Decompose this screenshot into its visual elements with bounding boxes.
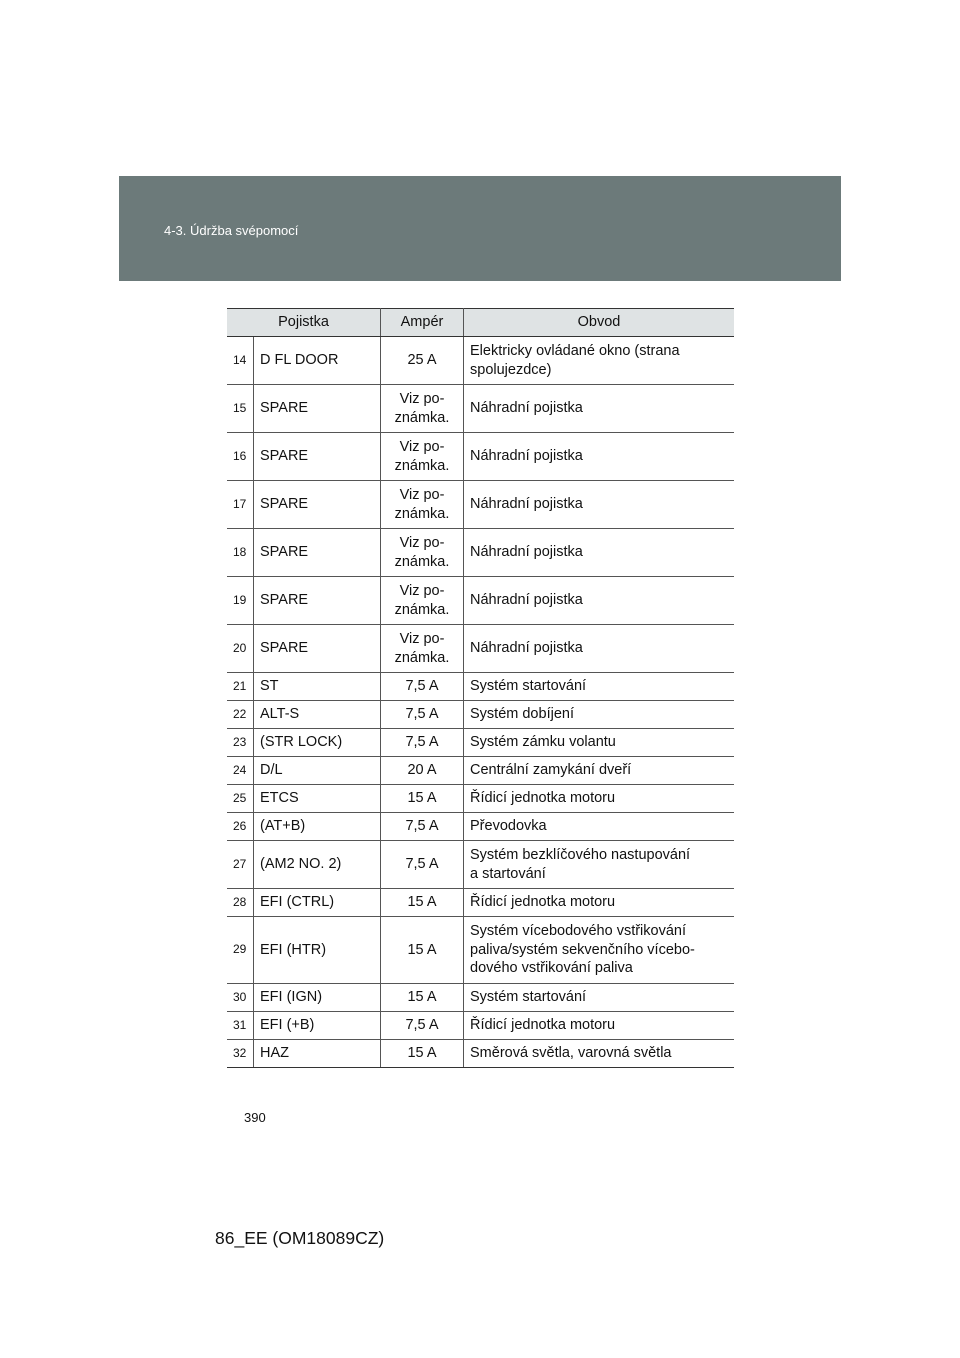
fuse-circuit: Směrová světla, varovná světla bbox=[464, 1040, 735, 1068]
fuse-circuit: Systém startování bbox=[464, 984, 735, 1012]
fuse-number: 14 bbox=[227, 337, 254, 385]
table-row bbox=[227, 337, 734, 385]
table-row bbox=[227, 841, 734, 889]
fuse-name: EFI (CTRL) bbox=[254, 889, 381, 917]
table-row bbox=[227, 673, 734, 701]
table-row bbox=[227, 785, 734, 813]
fuse-number: 31 bbox=[227, 1012, 254, 1040]
fuse-name: SPARE bbox=[254, 625, 381, 673]
fuse-ampere: 25 A bbox=[381, 337, 464, 385]
fuse-name: EFI (+B) bbox=[254, 1012, 381, 1040]
fuse-name: SPARE bbox=[254, 385, 381, 433]
fuse-ampere: 7,5 A bbox=[381, 841, 464, 889]
section-header-band bbox=[119, 176, 841, 281]
fuse-number: 19 bbox=[227, 577, 254, 625]
fuse-ampere: 15 A bbox=[381, 917, 464, 984]
fuse-ampere: 15 A bbox=[381, 889, 464, 917]
fuse-number: 26 bbox=[227, 813, 254, 841]
table-row bbox=[227, 1040, 734, 1068]
section-title: 4-3. Údržba svépomocí bbox=[164, 223, 299, 238]
fuse-circuit: Náhradní pojistka bbox=[464, 481, 735, 529]
fuse-ampere: Viz po- známka. bbox=[381, 577, 464, 625]
column-header-fuse: Pojistka bbox=[227, 309, 381, 337]
fuse-name: (AM2 NO. 2) bbox=[254, 841, 381, 889]
fuse-number: 23 bbox=[227, 729, 254, 757]
fuse-circuit: Náhradní pojistka bbox=[464, 529, 735, 577]
fuse-name: EFI (HTR) bbox=[254, 917, 381, 984]
fuse-ampere: Viz po- známka. bbox=[381, 433, 464, 481]
fuse-ampere: 7,5 A bbox=[381, 701, 464, 729]
fuse-number: 20 bbox=[227, 625, 254, 673]
fuse-number: 28 bbox=[227, 889, 254, 917]
fuse-ampere: 20 A bbox=[381, 757, 464, 785]
fuse-ampere: 7,5 A bbox=[381, 1012, 464, 1040]
fuse-circuit: Centrální zamykání dveří bbox=[464, 757, 735, 785]
column-header-ampere: Ampér bbox=[381, 309, 464, 337]
table-row bbox=[227, 729, 734, 757]
fuse-ampere: Viz po- známka. bbox=[381, 385, 464, 433]
fuse-number: 27 bbox=[227, 841, 254, 889]
fuse-circuit: Náhradní pojistka bbox=[464, 385, 735, 433]
fuse-name: SPARE bbox=[254, 529, 381, 577]
fuse-name: EFI (IGN) bbox=[254, 984, 381, 1012]
fuse-name: SPARE bbox=[254, 433, 381, 481]
fuse-number: 25 bbox=[227, 785, 254, 813]
fuse-circuit: Systém zámku volantu bbox=[464, 729, 735, 757]
fuse-name: D/L bbox=[254, 757, 381, 785]
page-number: 390 bbox=[244, 1110, 266, 1125]
fuse-circuit: Řídicí jednotka motoru bbox=[464, 889, 735, 917]
fuse-circuit: Převodovka bbox=[464, 813, 735, 841]
fuse-ampere: 7,5 A bbox=[381, 673, 464, 701]
fuse-ampere: 15 A bbox=[381, 785, 464, 813]
fuse-circuit: Náhradní pojistka bbox=[464, 577, 735, 625]
table-row bbox=[227, 481, 734, 529]
fuse-circuit: Systém bezklíčového nastupování a startování bbox=[464, 841, 735, 889]
table-row bbox=[227, 385, 734, 433]
fuse-ampere: 7,5 A bbox=[381, 813, 464, 841]
fuse-number: 29 bbox=[227, 917, 254, 984]
fuse-number: 22 bbox=[227, 701, 254, 729]
table-row bbox=[227, 433, 734, 481]
fuse-name: (STR LOCK) bbox=[254, 729, 381, 757]
fuse-circuit: Řídicí jednotka motoru bbox=[464, 1012, 735, 1040]
fuse-number: 18 bbox=[227, 529, 254, 577]
fuse-number: 32 bbox=[227, 1040, 254, 1068]
table-row bbox=[227, 889, 734, 917]
table-row bbox=[227, 701, 734, 729]
fuse-name: ALT-S bbox=[254, 701, 381, 729]
column-header-circuit: Obvod bbox=[464, 309, 735, 337]
fuse-name: ST bbox=[254, 673, 381, 701]
fuse-name: D FL DOOR bbox=[254, 337, 381, 385]
fuse-ampere: Viz po- známka. bbox=[381, 481, 464, 529]
fuse-number: 16 bbox=[227, 433, 254, 481]
fuse-ampere: 15 A bbox=[381, 1040, 464, 1068]
fuse-circuit: Elektricky ovládané okno (strana spolujezdce) bbox=[464, 337, 735, 385]
fuse-circuit: Náhradní pojistka bbox=[464, 625, 735, 673]
fuse-number: 24 bbox=[227, 757, 254, 785]
fuse-circuit: Náhradní pojistka bbox=[464, 433, 735, 481]
fuse-name: ETCS bbox=[254, 785, 381, 813]
table-header-row bbox=[227, 309, 734, 337]
fuse-name: (AT+B) bbox=[254, 813, 381, 841]
fuse-number: 15 bbox=[227, 385, 254, 433]
table-row bbox=[227, 917, 734, 984]
fuse-circuit: Systém dobíjení bbox=[464, 701, 735, 729]
fuse-ampere: 7,5 A bbox=[381, 729, 464, 757]
table-row bbox=[227, 577, 734, 625]
table-row bbox=[227, 813, 734, 841]
fuse-name: SPARE bbox=[254, 481, 381, 529]
table-row bbox=[227, 529, 734, 577]
fuse-circuit: Řídicí jednotka motoru bbox=[464, 785, 735, 813]
fuse-table bbox=[227, 308, 734, 1068]
table-row bbox=[227, 625, 734, 673]
fuse-circuit: Systém vícebodového vstřikování paliva/systém sekvenčního vícebo- dového vstřikování paliva bbox=[464, 917, 735, 984]
fuse-ampere: Viz po- známka. bbox=[381, 625, 464, 673]
table-row bbox=[227, 1012, 734, 1040]
document-code: 86_EE (OM18089CZ) bbox=[215, 1228, 385, 1248]
fuse-ampere: Viz po- známka. bbox=[381, 529, 464, 577]
fuse-name: HAZ bbox=[254, 1040, 381, 1068]
fuse-number: 30 bbox=[227, 984, 254, 1012]
fuse-name: SPARE bbox=[254, 577, 381, 625]
fuse-circuit: Systém startování bbox=[464, 673, 735, 701]
fuse-number: 17 bbox=[227, 481, 254, 529]
table-row bbox=[227, 757, 734, 785]
table-row bbox=[227, 984, 734, 1012]
fuse-ampere: 15 A bbox=[381, 984, 464, 1012]
fuse-number: 21 bbox=[227, 673, 254, 701]
